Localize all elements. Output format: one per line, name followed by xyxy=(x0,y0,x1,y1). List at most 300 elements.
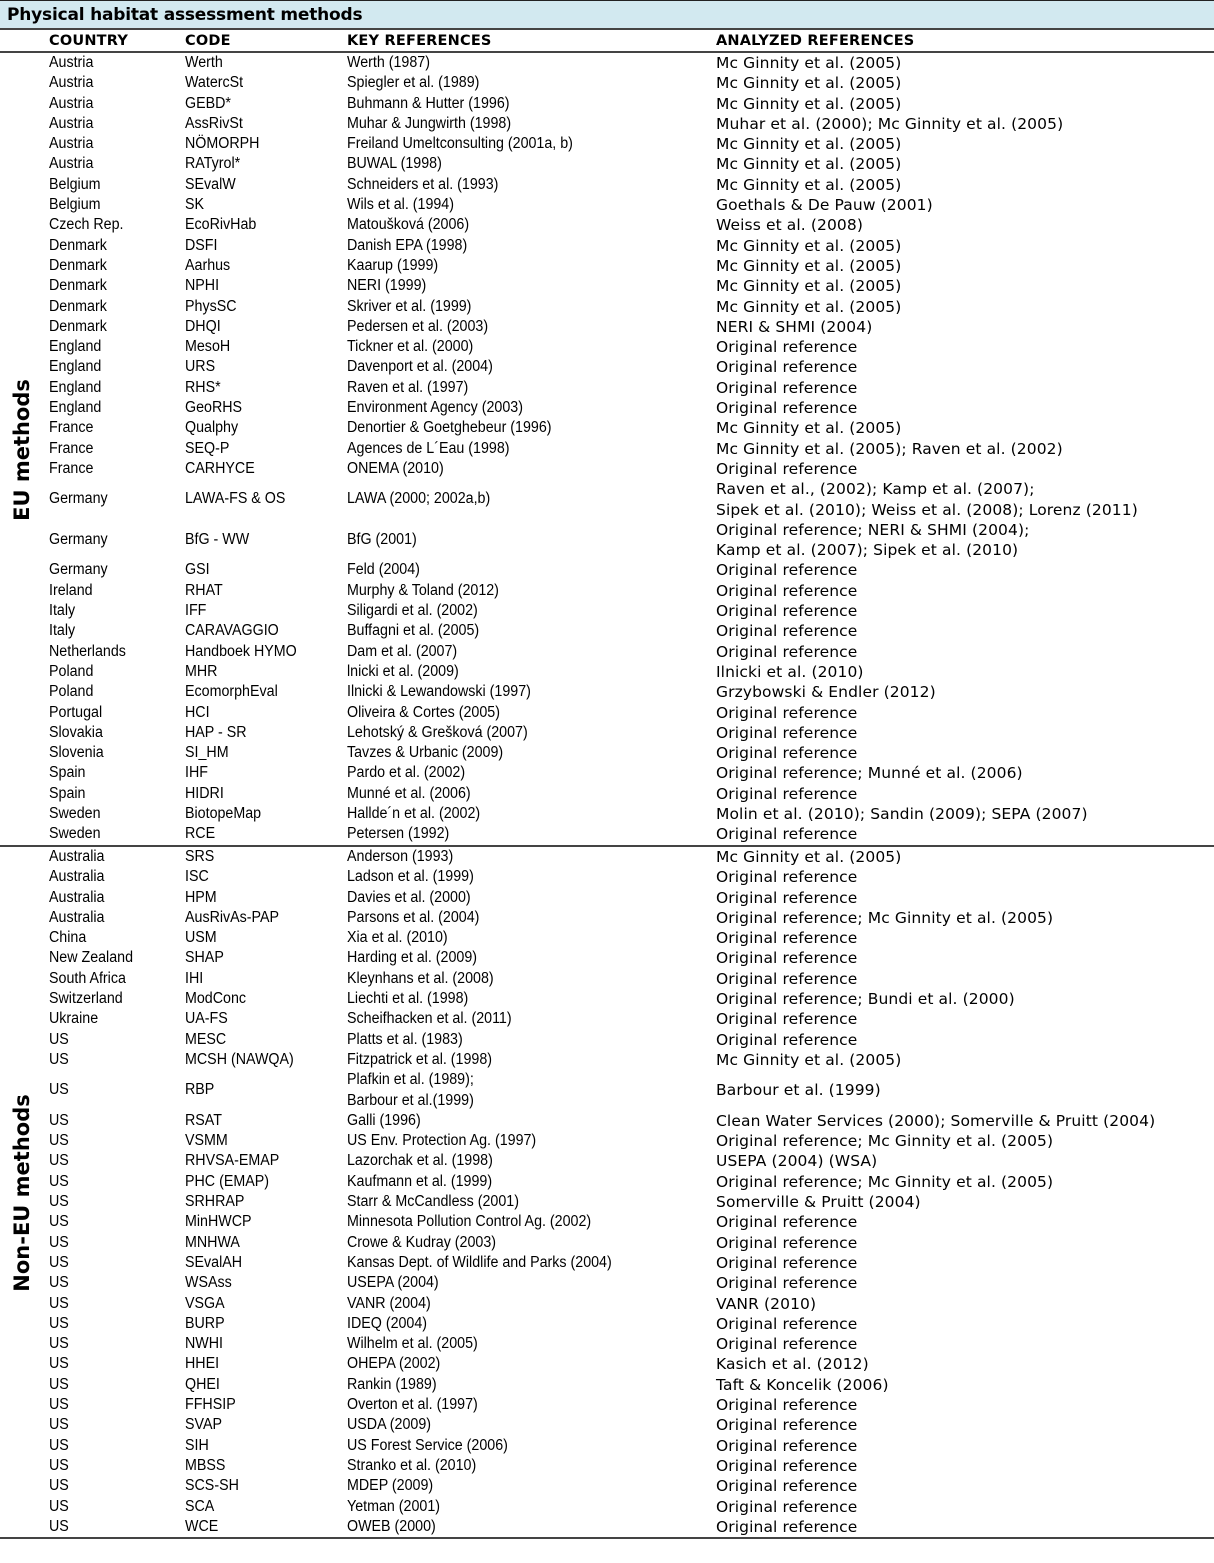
cell-country: Slovenia xyxy=(49,744,104,762)
cell-code: GeoRHS xyxy=(185,399,243,417)
cell-key-reference: Hallde´n et al. (2002) xyxy=(347,804,481,822)
table-row xyxy=(0,378,1214,398)
cell-key-reference: US Forest Service (2006) xyxy=(347,1436,508,1454)
cell-key-reference: Anderson (1993) xyxy=(347,848,454,865)
cell-analyzed-reference: Original reference xyxy=(716,868,858,887)
table-title: Physical habitat assessment methods xyxy=(7,5,363,25)
cell-analyzed-reference: Original reference xyxy=(716,459,858,478)
cell-code: RHAT xyxy=(185,581,223,599)
cell-analyzed-reference: Weiss et al. (2008) xyxy=(716,216,863,235)
table-row xyxy=(0,560,1214,580)
cell-analyzed-reference-line: Raven et al., (2002); Kamp et al. (2007); xyxy=(716,480,1035,499)
cell-analyzed-reference: Original reference xyxy=(716,1477,858,1496)
cell-key-reference: Danish EPA (1998) xyxy=(347,236,468,254)
cell-analyzed-reference: Mc Ginnity et al. (2005) xyxy=(716,256,902,275)
cell-code: MinHWCP xyxy=(185,1213,252,1231)
cell-country: US xyxy=(49,1111,69,1129)
table-row xyxy=(0,1517,1214,1537)
cell-key-reference: Skriver et al. (1999) xyxy=(347,297,472,315)
cell-country: Austria xyxy=(49,155,94,173)
cell-code: FFHSIP xyxy=(185,1396,236,1414)
cell-key-reference: Overton et al. (1997) xyxy=(347,1396,478,1414)
cell-key-reference: Murphy & Toland (2012) xyxy=(347,581,499,599)
section-label-eu: EU methods xyxy=(10,379,34,521)
cell-country: US xyxy=(49,1132,69,1150)
cell-code: RATyrol* xyxy=(185,155,241,173)
header-country: COUNTRY xyxy=(49,33,129,49)
cell-analyzed-reference: Original reference; Munné et al. (2006) xyxy=(716,764,1023,783)
cell-key-reference: Freiland Umeltconsulting (2001a, b) xyxy=(347,135,573,153)
cell-country: Czech Rep. xyxy=(49,216,124,234)
table-row xyxy=(0,215,1214,235)
cell-country: US xyxy=(49,1436,69,1454)
cell-country: Belgium xyxy=(49,196,101,214)
cell-country: Denmark xyxy=(49,317,107,335)
cell-key-reference: Werth (1987) xyxy=(347,54,430,71)
cell-key-reference: US Env. Protection Ag. (1997) xyxy=(347,1132,537,1150)
cell-code: MesoH xyxy=(185,338,231,356)
cell-key-reference: Parsons et al. (2004) xyxy=(347,908,480,926)
cell-key-reference: Davies et al. (2000) xyxy=(347,888,471,906)
table-row xyxy=(0,969,1214,989)
cell-country: Austria xyxy=(49,74,94,92)
table-row xyxy=(0,398,1214,418)
cell-code: NÖMORPH xyxy=(185,135,260,153)
cell-country: Poland xyxy=(49,683,94,701)
table-row xyxy=(0,1192,1214,1212)
cell-key-reference: Rankin (1989) xyxy=(347,1375,437,1393)
cell-analyzed-reference: Original reference xyxy=(716,1030,858,1049)
section-rows xyxy=(0,53,1214,845)
cell-country: China xyxy=(49,929,87,947)
cell-key-reference: Davenport et al. (2004) xyxy=(347,358,493,376)
cell-code: MNHWA xyxy=(185,1233,240,1251)
cell-country: Italy xyxy=(49,602,76,620)
cell-analyzed-reference: Original reference xyxy=(716,622,858,641)
cell-analyzed-reference: Original reference xyxy=(716,949,858,968)
cell-country: Ukraine xyxy=(49,1010,99,1028)
cell-key-reference: Ladson et al. (1999) xyxy=(347,868,474,886)
table-row xyxy=(0,276,1214,296)
cell-code: MHR xyxy=(185,662,218,680)
cell-analyzed-reference: Mc Ginnity et al. (2005) xyxy=(716,54,902,72)
cell-code: CARHYCE xyxy=(185,459,255,477)
cell-code: SCA xyxy=(185,1497,215,1515)
cell-key-reference: Muhar & Jungwirth (1998) xyxy=(347,114,512,132)
table-row xyxy=(0,53,1214,73)
table-row xyxy=(0,743,1214,763)
cell-country: US xyxy=(49,1355,69,1373)
cell-key-reference: VANR (2004) xyxy=(347,1294,431,1312)
cell-analyzed-reference: Original reference xyxy=(716,1010,858,1029)
table-row xyxy=(0,662,1214,682)
cell-analyzed-reference: VANR (2010) xyxy=(716,1294,817,1313)
cell-code: MESC xyxy=(185,1030,227,1048)
cell-analyzed-reference: Mc Ginnity et al. (2005) xyxy=(716,848,902,866)
cell-analyzed-reference: Original reference xyxy=(716,1274,858,1293)
cell-analyzed-reference: Original reference; Mc Ginnity et al. (2005) xyxy=(716,908,1054,927)
cell-key-reference: Yetman (2001) xyxy=(347,1497,441,1515)
table-row xyxy=(0,1030,1214,1050)
table-row xyxy=(0,418,1214,438)
table-row xyxy=(0,1476,1214,1496)
cell-key-reference: Matoušková (2006) xyxy=(347,216,470,234)
cell-code: Qualphy xyxy=(185,419,239,437)
cell-key-reference: Petersen (1992) xyxy=(347,825,450,843)
table-row xyxy=(0,1294,1214,1314)
cell-code: SHAP xyxy=(185,949,224,967)
cell-key-reference: Spiegler et al. (1989) xyxy=(347,74,480,92)
cell-code: SEQ-P xyxy=(185,439,230,457)
cell-country: US xyxy=(49,1274,69,1292)
table-row xyxy=(0,908,1214,928)
cell-key-reference: Oliveira & Cortes (2005) xyxy=(347,703,500,721)
cell-analyzed-reference xyxy=(716,520,1029,561)
cell-country: New Zealand xyxy=(49,949,134,967)
table-row xyxy=(0,1253,1214,1273)
cell-code: WCE xyxy=(185,1517,219,1535)
cell-analyzed-reference: Original reference xyxy=(716,358,858,377)
cell-country: Italy xyxy=(49,622,76,640)
cell-analyzed-reference: NERI & SHMI (2004) xyxy=(716,317,873,336)
cell-analyzed-reference: Original reference xyxy=(716,561,858,580)
cell-code: EcoRivHab xyxy=(185,216,257,234)
cell-code: LAWA-FS & OS xyxy=(185,490,286,508)
table-row xyxy=(0,1009,1214,1029)
cell-key-reference-line: Barbour et al.(1999) xyxy=(347,1091,474,1109)
cell-analyzed-reference: Original reference xyxy=(716,1213,858,1232)
cell-country: US xyxy=(49,1081,69,1099)
table-row xyxy=(0,1334,1214,1354)
cell-analyzed-reference-line: Original reference; NERI & SHMI (2004); xyxy=(716,520,1030,539)
cell-code: PhysSC xyxy=(185,297,237,315)
cell-analyzed-reference: Original reference xyxy=(716,1314,858,1333)
cell-analyzed-reference: Original reference xyxy=(716,1436,858,1455)
cell-country: US xyxy=(49,1416,69,1434)
cell-code: VSGA xyxy=(185,1294,225,1312)
cell-code: BfG - WW xyxy=(185,530,250,548)
cell-country: Sweden xyxy=(49,804,101,822)
cell-analyzed-reference: Original reference xyxy=(716,1497,858,1516)
cell-key-reference: ONEMA (2010) xyxy=(347,459,444,477)
table-row xyxy=(0,703,1214,723)
cell-code: HCI xyxy=(185,703,210,721)
cell-analyzed-reference: Grzybowski & Endler (2012) xyxy=(716,683,936,702)
table-row xyxy=(0,948,1214,968)
cell-code: HIDRI xyxy=(185,784,224,802)
cell-key-reference: Buffagni et al. (2005) xyxy=(347,622,480,640)
table-row xyxy=(0,1273,1214,1293)
table-row xyxy=(0,784,1214,804)
table-row xyxy=(0,479,1214,520)
cell-country: Portugal xyxy=(49,703,103,721)
table-row xyxy=(0,888,1214,908)
cell-code: SCS-SH xyxy=(185,1477,239,1495)
cell-key-reference: Lehotský & Grešková (2007) xyxy=(347,723,528,741)
section-label-non-eu: Non-EU methods xyxy=(10,1094,34,1292)
table-row xyxy=(0,134,1214,154)
cell-key-reference xyxy=(347,1070,474,1111)
cell-key-reference: Schneiders et al. (1993) xyxy=(347,175,499,193)
cell-code: DHQI xyxy=(185,317,221,335)
cell-country: US xyxy=(49,1517,69,1535)
cell-key-reference: Tavzes & Urbanic (2009) xyxy=(347,744,504,762)
cell-country: Austria xyxy=(49,94,94,112)
cell-analyzed-reference: Original reference xyxy=(716,1517,858,1536)
table-row xyxy=(0,1375,1214,1395)
cell-country: US xyxy=(49,1152,69,1170)
table-row xyxy=(0,601,1214,621)
cell-code: VSMM xyxy=(185,1132,228,1150)
cell-key-reference: Lazorchak et al. (1998) xyxy=(347,1152,493,1170)
cell-key-reference: USDA (2009) xyxy=(347,1416,432,1434)
table-row xyxy=(0,297,1214,317)
cell-code: UA-FS xyxy=(185,1010,228,1028)
table-row xyxy=(0,621,1214,641)
cell-analyzed-reference: Original reference xyxy=(716,378,858,397)
cell-country: France xyxy=(49,439,94,457)
cell-code: BiotopeMap xyxy=(185,804,262,822)
table-row xyxy=(0,256,1214,276)
cell-analyzed-reference: Muhar et al. (2000); Mc Ginnity et al. (2005) xyxy=(716,114,1064,133)
cell-code: SRHRAP xyxy=(185,1193,245,1211)
cell-code: MBSS xyxy=(185,1456,226,1474)
cell-country: Belgium xyxy=(49,175,101,193)
cell-key-reference: Pedersen et al. (2003) xyxy=(347,317,489,335)
cell-country: Denmark xyxy=(49,297,107,315)
table-header-row xyxy=(0,30,1214,53)
cell-code: HAP - SR xyxy=(185,723,247,741)
cell-analyzed-reference: Mc Ginnity et al. (2005) xyxy=(716,419,902,438)
section-eu-methods xyxy=(0,53,1214,847)
cell-country: England xyxy=(49,378,102,396)
cell-code: SVAP xyxy=(185,1416,222,1434)
table-row xyxy=(0,520,1214,561)
cell-code: RHVSA-EMAP xyxy=(185,1152,280,1170)
cell-analyzed-reference: Original reference xyxy=(716,602,858,621)
cell-analyzed-reference: Original reference xyxy=(716,338,858,357)
cell-key-reference: Raven et al. (1997) xyxy=(347,378,469,396)
cell-analyzed-reference: Original reference xyxy=(716,825,858,844)
cell-key-reference: Liechti et al. (1998) xyxy=(347,990,469,1008)
cell-code: URS xyxy=(185,358,216,376)
table-row xyxy=(0,928,1214,948)
cell-code: RBP xyxy=(185,1081,215,1099)
cell-country: Austria xyxy=(49,54,94,71)
cell-key-reference: Buhmann & Hutter (1996) xyxy=(347,94,510,112)
section-rows xyxy=(0,847,1214,1537)
cell-key-reference: NERI (1999) xyxy=(347,277,427,295)
table-row xyxy=(0,1456,1214,1476)
cell-code: GEBD* xyxy=(185,94,231,112)
cell-country: US xyxy=(49,1193,69,1211)
cell-country: Spain xyxy=(49,784,86,802)
cell-country: US xyxy=(49,1030,69,1048)
cell-code: SRS xyxy=(185,848,215,865)
cell-code: USM xyxy=(185,929,217,947)
cell-code: IHI xyxy=(185,969,204,987)
table-row xyxy=(0,114,1214,134)
cell-country: Australia xyxy=(49,908,105,926)
cell-country: England xyxy=(49,399,102,417)
cell-analyzed-reference: Molin et al. (2010); Sandin (2009); SEPA (2007) xyxy=(716,804,1088,823)
table-row xyxy=(0,723,1214,743)
cell-key-reference: Pardo et al. (2002) xyxy=(347,764,466,782)
cell-key-reference: Scheifhacken et al. (2011) xyxy=(347,1010,512,1028)
cell-key-reference: Kaarup (1999) xyxy=(347,256,439,274)
cell-analyzed-reference: Original reference xyxy=(716,1335,858,1354)
table-row xyxy=(0,459,1214,479)
cell-analyzed-reference: Original reference xyxy=(716,744,858,763)
cell-code: NWHI xyxy=(185,1335,224,1353)
cell-code: QHEI xyxy=(185,1375,220,1393)
cell-key-reference: Galli (1996) xyxy=(347,1111,421,1129)
cell-key-reference: Platts et al. (1983) xyxy=(347,1030,463,1048)
cell-code: RCE xyxy=(185,825,216,843)
cell-code: ModConc xyxy=(185,990,247,1008)
table-row xyxy=(0,581,1214,601)
cell-country: France xyxy=(49,459,94,477)
cell-analyzed-reference: Original reference xyxy=(716,581,858,600)
cell-analyzed-reference-line: Sipek et al. (2010); Weiss et al. (2008); Lorenz (2011) xyxy=(716,500,1138,519)
table-row xyxy=(0,357,1214,377)
cell-country: Austria xyxy=(49,135,94,153)
table-row xyxy=(0,73,1214,93)
table-row xyxy=(0,1354,1214,1374)
cell-analyzed-reference: Goethals & De Pauw (2001) xyxy=(716,196,933,215)
cell-country: Netherlands xyxy=(49,642,126,660)
cell-analyzed-reference: Mc Ginnity et al. (2005) xyxy=(716,297,902,316)
cell-country: Sweden xyxy=(49,825,101,843)
table-row xyxy=(0,867,1214,887)
cell-country: England xyxy=(49,358,102,376)
table-row xyxy=(0,642,1214,662)
cell-analyzed-reference: Taft & Koncelik (2006) xyxy=(716,1375,889,1394)
cell-country: US xyxy=(49,1233,69,1251)
cell-key-reference: Kaufmann et al. (1999) xyxy=(347,1172,493,1190)
table-row xyxy=(0,1233,1214,1253)
cell-key-reference: Environment Agency (2003) xyxy=(347,399,523,417)
table-row xyxy=(0,154,1214,174)
cell-analyzed-reference: Original reference xyxy=(716,929,858,948)
table-row xyxy=(0,175,1214,195)
cell-analyzed-reference: Original reference xyxy=(716,784,858,803)
cell-analyzed-reference: Original reference xyxy=(716,642,858,661)
cell-analyzed-reference: Mc Ginnity et al. (2005); Raven et al. (2002) xyxy=(716,439,1063,458)
cell-key-reference: Siligardi et al. (2002) xyxy=(347,602,478,620)
cell-analyzed-reference: Mc Ginnity et al. (2005) xyxy=(716,1050,902,1069)
table-row xyxy=(0,236,1214,256)
table-row xyxy=(0,1436,1214,1456)
cell-analyzed-reference: Original reference xyxy=(716,399,858,418)
cell-country: US xyxy=(49,1396,69,1414)
cell-code: IFF xyxy=(185,602,207,620)
cell-key-reference: Feld (2004) xyxy=(347,561,420,579)
cell-key-reference: OHEPA (2002) xyxy=(347,1355,441,1373)
cell-key-reference: Denortier & Goetghebeur (1996) xyxy=(347,419,552,437)
cell-key-reference: Fitzpatrick et al. (1998) xyxy=(347,1050,493,1068)
table-row xyxy=(0,1415,1214,1435)
cell-key-reference: Wils et al. (1994) xyxy=(347,196,454,214)
cell-analyzed-reference: Original reference; Bundi et al. (2000) xyxy=(716,990,1015,1009)
cell-code: PHC (EMAP) xyxy=(185,1172,269,1190)
cell-code: IHF xyxy=(185,764,208,782)
cell-key-reference: Harding et al. (2009) xyxy=(347,949,478,967)
cell-key-reference: Crowe & Kudray (2003) xyxy=(347,1233,497,1251)
cell-code: RHS* xyxy=(185,378,221,396)
table-row xyxy=(0,337,1214,357)
cell-key-reference: Ilnicki & Lewandowski (1997) xyxy=(347,683,531,701)
cell-code: GSI xyxy=(185,561,210,579)
cell-country: US xyxy=(49,1213,69,1231)
cell-key-reference: lnicki et al. (2009) xyxy=(347,662,459,680)
cell-analyzed-reference: Kasich et al. (2012) xyxy=(716,1355,869,1374)
cell-code: Aarhus xyxy=(185,256,231,274)
cell-code: HPM xyxy=(185,888,217,906)
section-non-eu-methods xyxy=(0,847,1214,1539)
cell-key-reference: BfG (2001) xyxy=(347,530,417,548)
cell-code: ISC xyxy=(185,868,209,886)
cell-country: US xyxy=(49,1335,69,1353)
table-row xyxy=(0,1212,1214,1232)
cell-analyzed-reference: Mc Ginnity et al. (2005) xyxy=(716,135,902,154)
cell-analyzed-reference: Mc Ginnity et al. (2005) xyxy=(716,155,902,174)
cell-country: US xyxy=(49,1294,69,1312)
cell-key-reference-line: Plafkin et al. (1989); xyxy=(347,1071,474,1089)
cell-country: US xyxy=(49,1253,69,1271)
cell-code: DSFI xyxy=(185,236,218,254)
cell-analyzed-reference: Original reference xyxy=(716,723,858,742)
cell-key-reference: Wilhelm et al. (2005) xyxy=(347,1335,478,1353)
cell-country: Spain xyxy=(49,764,86,782)
cell-country: Denmark xyxy=(49,277,107,295)
cell-key-reference: IDEQ (2004) xyxy=(347,1314,428,1332)
table-row xyxy=(0,195,1214,215)
cell-code: RSAT xyxy=(185,1111,222,1129)
table-row xyxy=(0,1314,1214,1334)
cell-country: Ireland xyxy=(49,581,93,599)
cell-analyzed-reference: Original reference; Mc Ginnity et al. (2005) xyxy=(716,1172,1054,1191)
cell-code: Handboek HYMO xyxy=(185,642,297,660)
table-row xyxy=(0,847,1214,867)
cell-analyzed-reference: Original reference xyxy=(716,1233,858,1252)
cell-country: Denmark xyxy=(49,256,107,274)
cell-country: Germany xyxy=(49,490,108,508)
cell-country: Australia xyxy=(49,888,105,906)
table-row xyxy=(0,1111,1214,1131)
cell-country: US xyxy=(49,1456,69,1474)
cell-code: AssRivSt xyxy=(185,114,243,132)
table-row xyxy=(0,439,1214,459)
cell-country: US xyxy=(49,1314,69,1332)
cell-code: WSAss xyxy=(185,1274,232,1292)
cell-country: Poland xyxy=(49,662,94,680)
table-row xyxy=(0,1050,1214,1070)
cell-country: Slovakia xyxy=(49,723,103,741)
table-row xyxy=(0,317,1214,337)
cell-analyzed-reference: Original reference xyxy=(716,1253,858,1272)
cell-country: Germany xyxy=(49,530,108,548)
cell-key-reference: Dam et al. (2007) xyxy=(347,642,458,660)
cell-country: US xyxy=(49,1375,69,1393)
table-row xyxy=(0,1131,1214,1151)
cell-analyzed-reference: Barbour et al. (1999) xyxy=(716,1081,881,1100)
cell-country: US xyxy=(49,1172,69,1190)
cell-key-reference: BUWAL (1998) xyxy=(347,155,442,173)
header-analyzed-references: ANALYZED REFERENCES xyxy=(716,33,915,49)
cell-code: SIH xyxy=(185,1436,209,1454)
table-row xyxy=(0,989,1214,1009)
